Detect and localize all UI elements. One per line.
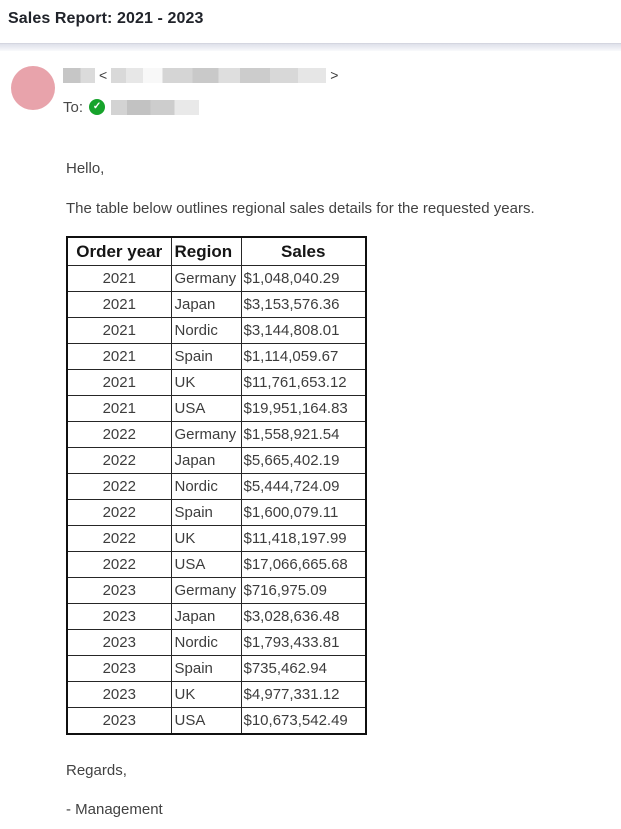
table-header-row: [67, 237, 366, 266]
cell-region: Germany: [171, 422, 241, 448]
cell-region: Germany: [171, 266, 241, 292]
cell-order-year: 2022: [67, 526, 171, 552]
cell-order-year: 2023: [67, 656, 171, 682]
table-row: [67, 292, 366, 318]
cell-order-year: 2021: [67, 266, 171, 292]
cell-order-year: 2022: [67, 474, 171, 500]
cell-region: Japan: [171, 448, 241, 474]
cell-region: Spain: [171, 344, 241, 370]
cell-order-year: 2021: [67, 292, 171, 318]
cell-sales: $17,066,665.68: [241, 552, 366, 578]
cell-order-year: 2022: [67, 422, 171, 448]
cell-region: Spain: [171, 500, 241, 526]
greeting-text: Hello,: [66, 160, 105, 177]
cell-sales: $3,144,808.01: [241, 318, 366, 344]
cell-region: Japan: [171, 292, 241, 318]
cell-order-year: 2022: [67, 448, 171, 474]
table-row: [67, 682, 366, 708]
cell-region: Nordic: [171, 318, 241, 344]
table-row: [67, 422, 366, 448]
redacted-recipient-name[interactable]: [111, 100, 199, 115]
message-subject: Sales Report: 2021 - 2023: [8, 10, 204, 27]
table-row: [67, 708, 366, 735]
table-row: [67, 344, 366, 370]
cell-sales: $4,977,331.12: [241, 682, 366, 708]
sender-avatar[interactable]: [11, 66, 55, 110]
cell-order-year: 2023: [67, 708, 171, 735]
cell-order-year: 2021: [67, 344, 171, 370]
cell-region: Germany: [171, 578, 241, 604]
cell-sales: $5,665,402.19: [241, 448, 366, 474]
cell-order-year: 2022: [67, 552, 171, 578]
cell-sales: $716,975.09: [241, 578, 366, 604]
cell-region: Nordic: [171, 474, 241, 500]
cell-region: USA: [171, 552, 241, 578]
cell-region: Japan: [171, 604, 241, 630]
table-row: [67, 396, 366, 422]
table-row: [67, 630, 366, 656]
table-row: [67, 526, 366, 552]
cell-region: UK: [171, 370, 241, 396]
cell-order-year: 2023: [67, 578, 171, 604]
table-row: [67, 552, 366, 578]
table-body: [67, 266, 366, 735]
table-row: [67, 370, 366, 396]
cell-sales: $11,761,653.12: [241, 370, 366, 396]
table-row: [67, 474, 366, 500]
header-order-year: Order year: [67, 237, 171, 266]
table-row: [67, 604, 366, 630]
cell-order-year: 2022: [67, 500, 171, 526]
cell-region: UK: [171, 682, 241, 708]
header-sales: Sales: [241, 237, 366, 266]
cell-sales: $3,153,576.36: [241, 292, 366, 318]
angle-bracket-open: <: [99, 66, 108, 83]
table-row: [67, 500, 366, 526]
cell-order-year: 2021: [67, 396, 171, 422]
cell-order-year: 2021: [67, 370, 171, 396]
cell-sales: $5,444,724.09: [241, 474, 366, 500]
sales-table-container: [66, 236, 367, 735]
cell-sales: $735,462.94: [241, 656, 366, 682]
cell-order-year: 2023: [67, 630, 171, 656]
redacted-sender-name[interactable]: [63, 68, 95, 83]
table-row: [67, 578, 366, 604]
angle-bracket-close: >: [330, 66, 339, 83]
cell-order-year: 2023: [67, 604, 171, 630]
table-row: [67, 448, 366, 474]
to-label: To:: [63, 98, 84, 116]
cell-order-year: 2021: [67, 318, 171, 344]
header-divider: [0, 43, 621, 51]
cell-order-year: 2023: [67, 682, 171, 708]
verified-check-icon[interactable]: ✓: [89, 99, 105, 115]
recipient-line: [63, 98, 199, 116]
cell-sales: $1,048,040.29: [241, 266, 366, 292]
cell-region: Spain: [171, 656, 241, 682]
cell-sales: $11,418,197.99: [241, 526, 366, 552]
cell-region: Nordic: [171, 630, 241, 656]
cell-region: USA: [171, 396, 241, 422]
table-row: [67, 266, 366, 292]
cell-sales: $1,793,433.81: [241, 630, 366, 656]
cell-sales: $19,951,164.83: [241, 396, 366, 422]
intro-text: The table below outlines regional sales details for the requested years.: [66, 200, 535, 217]
cell-region: UK: [171, 526, 241, 552]
sender-line: [63, 67, 338, 83]
cell-sales: $1,558,921.54: [241, 422, 366, 448]
sales-table: [66, 236, 367, 735]
closing-text: Regards,: [66, 762, 127, 779]
cell-sales: $1,114,059.67: [241, 344, 366, 370]
cell-sales: $1,600,079.11: [241, 500, 366, 526]
cell-sales: $10,673,542.49: [241, 708, 366, 735]
redacted-sender-email[interactable]: [111, 68, 326, 83]
cell-sales: $3,028,636.48: [241, 604, 366, 630]
cell-region: USA: [171, 708, 241, 735]
signature-text: - Management: [66, 801, 163, 818]
table-row: [67, 318, 366, 344]
header-region: Region: [171, 237, 241, 266]
table-row: [67, 656, 366, 682]
